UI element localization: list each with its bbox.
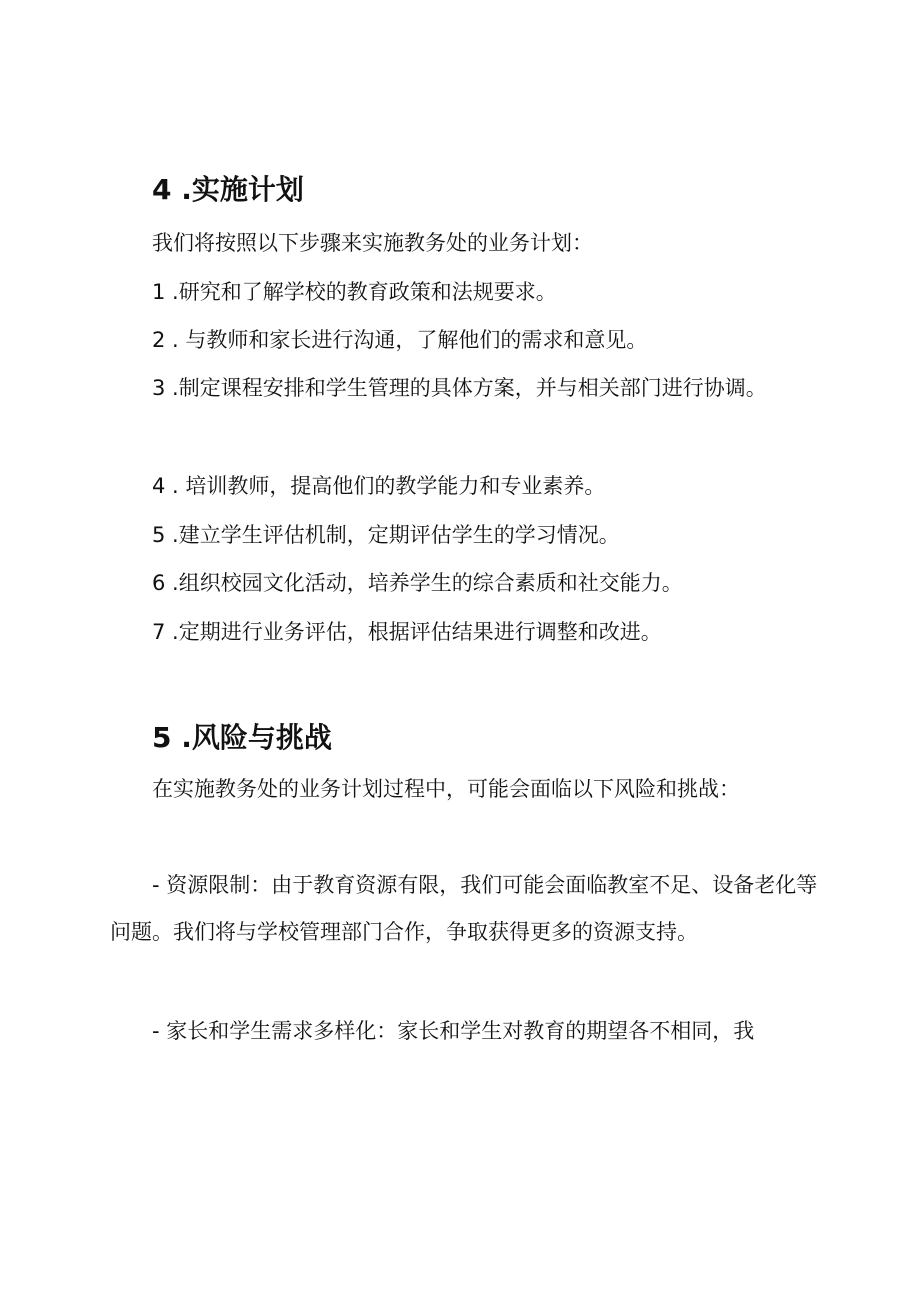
section-4-heading: 4 .实施计划	[152, 173, 304, 206]
section-4-intro: 我们将按照以下步骤来实施教务处的业务计划：	[152, 231, 593, 255]
step-6: 6 .组织校园文化活动，培养学生的综合素质和社交能力。	[152, 571, 683, 595]
risk-item-2: - 家长和学生需求多样化：家长和学生对教育的期望各不相同，我	[152, 1019, 755, 1043]
step-1: 1 .研究和了解学校的教育政策和法规要求。	[152, 280, 557, 304]
risk-item-1: - 资源限制：由于教育资源有限，我们可能会面临教室不足、设备老化等问题。我们将与学校管理部门合作，争取获得更多的资源支持。	[110, 873, 818, 944]
step-4: 4 . 培训教师，提高他们的教学能力和专业素养。	[152, 474, 606, 498]
step-2: 2 . 与教师和家长进行沟通，了解他们的需求和意见。	[152, 328, 648, 352]
step-5: 5 .建立学生评估机制，定期评估学生的学习情况。	[152, 523, 620, 547]
section-5-heading: 5 .风险与挑战	[152, 721, 332, 754]
step-3: 3 .制定课程安排和学生管理的具体方案，并与相关部门进行协调。	[152, 376, 767, 400]
section-5-intro: 在实施教务处的业务计划过程中，可能会面临以下风险和挑战：	[152, 777, 740, 801]
step-7: 7 .定期进行业务评估，根据评估结果进行调整和改进。	[152, 620, 662, 644]
